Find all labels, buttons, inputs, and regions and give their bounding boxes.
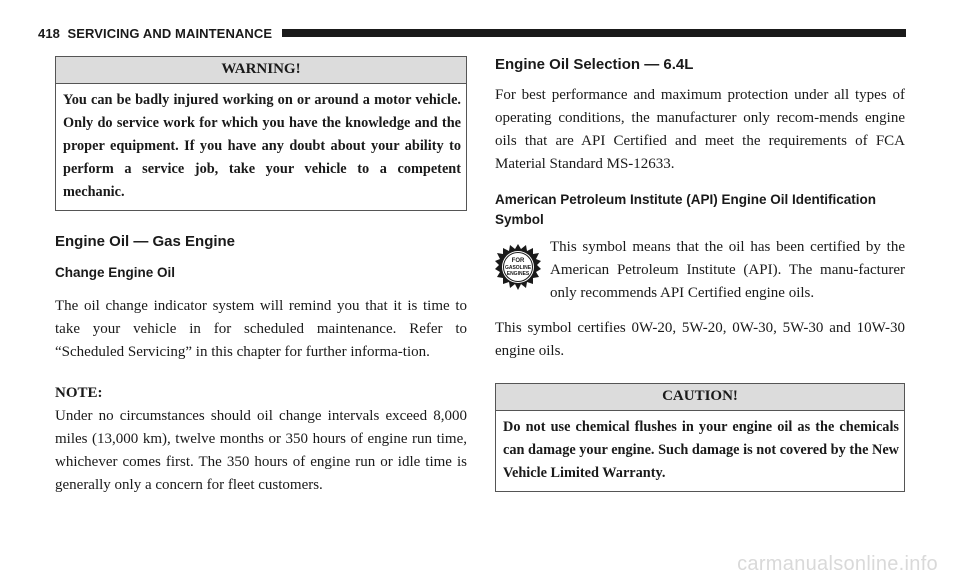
note-text: Under no circumstances should oil change intervals exceed 8,000 miles (13,000 km), twelve months or 350 hours of engine run time, whichever comes first. The 350 hours of engine run or idle time is generally only a concern for fleet customers. — [55, 408, 467, 493]
page-header — [38, 23, 906, 43]
warning-title: WARNING! — [56, 57, 466, 84]
caution-box — [495, 383, 905, 492]
api-symbol-line1: FOR — [511, 258, 525, 264]
right-column — [495, 56, 905, 492]
change-engine-oil-subheading: Change Engine Oil — [55, 265, 176, 280]
api-symbol-line2: GASOLINE — [504, 265, 532, 271]
section-title: SERVICING AND MAINTENANCE — [67, 25, 273, 41]
api-symbol-row — [495, 236, 905, 305]
page-header-text — [38, 26, 272, 41]
api-symbol-line3: ENGINES — [506, 271, 530, 277]
caution-title: CAUTION! — [496, 384, 904, 411]
engine-oil-gas-heading: Engine Oil — Gas Engine — [55, 233, 236, 250]
header-rule — [282, 29, 906, 37]
page-number: 418 — [38, 25, 60, 41]
note-label: NOTE: — [55, 385, 103, 401]
caution-body: Do not use chemical flushes in your engine oil as the chemicals can damage your engine. Such damage is not covered by the New Vehicle Limited Warranty. — [503, 419, 899, 481]
engine-oil-selection-heading: Engine Oil Selection — 6.4L — [495, 56, 694, 73]
api-symbol-text: This symbol means that the oil has been certified by the American Petroleum Institute (API). The manu-facturer only recommends API Certified engine oils. — [550, 239, 905, 301]
oil-selection-paragraph: For best performance and maximum protection under all types of operating conditions, the manufacturer only recom-mends engine oils that are API Certified and meet the requirements of FCA Material Standard MS-12633. — [495, 87, 905, 172]
certifies-text: This symbol certifies 0W-20, 5W-20, 0W-30, 5W-30 and 10W-30 engine oils. — [495, 320, 905, 359]
api-starburst-icon — [495, 244, 541, 290]
oil-change-indicator-paragraph: The oil change indicator system will remind you that it is time to take your vehicle in for scheduled maintenance. Refer to “Scheduled Servicing” in this chapter for further informa-tion. — [55, 298, 467, 360]
api-subheading: American Petroleum Institute (API) Engine Oil Identification Symbol — [495, 192, 877, 227]
left-column — [55, 56, 467, 497]
warning-box — [55, 56, 467, 211]
warning-body: You can be badly injured working on or around a motor vehicle. Only do service work for which you have the knowledge and the proper equipment. If you have any doubt about your ability to perform a service job, take your vehicle to a competent mechanic. — [63, 92, 461, 200]
watermark: carmanualsonline.info — [737, 553, 938, 575]
